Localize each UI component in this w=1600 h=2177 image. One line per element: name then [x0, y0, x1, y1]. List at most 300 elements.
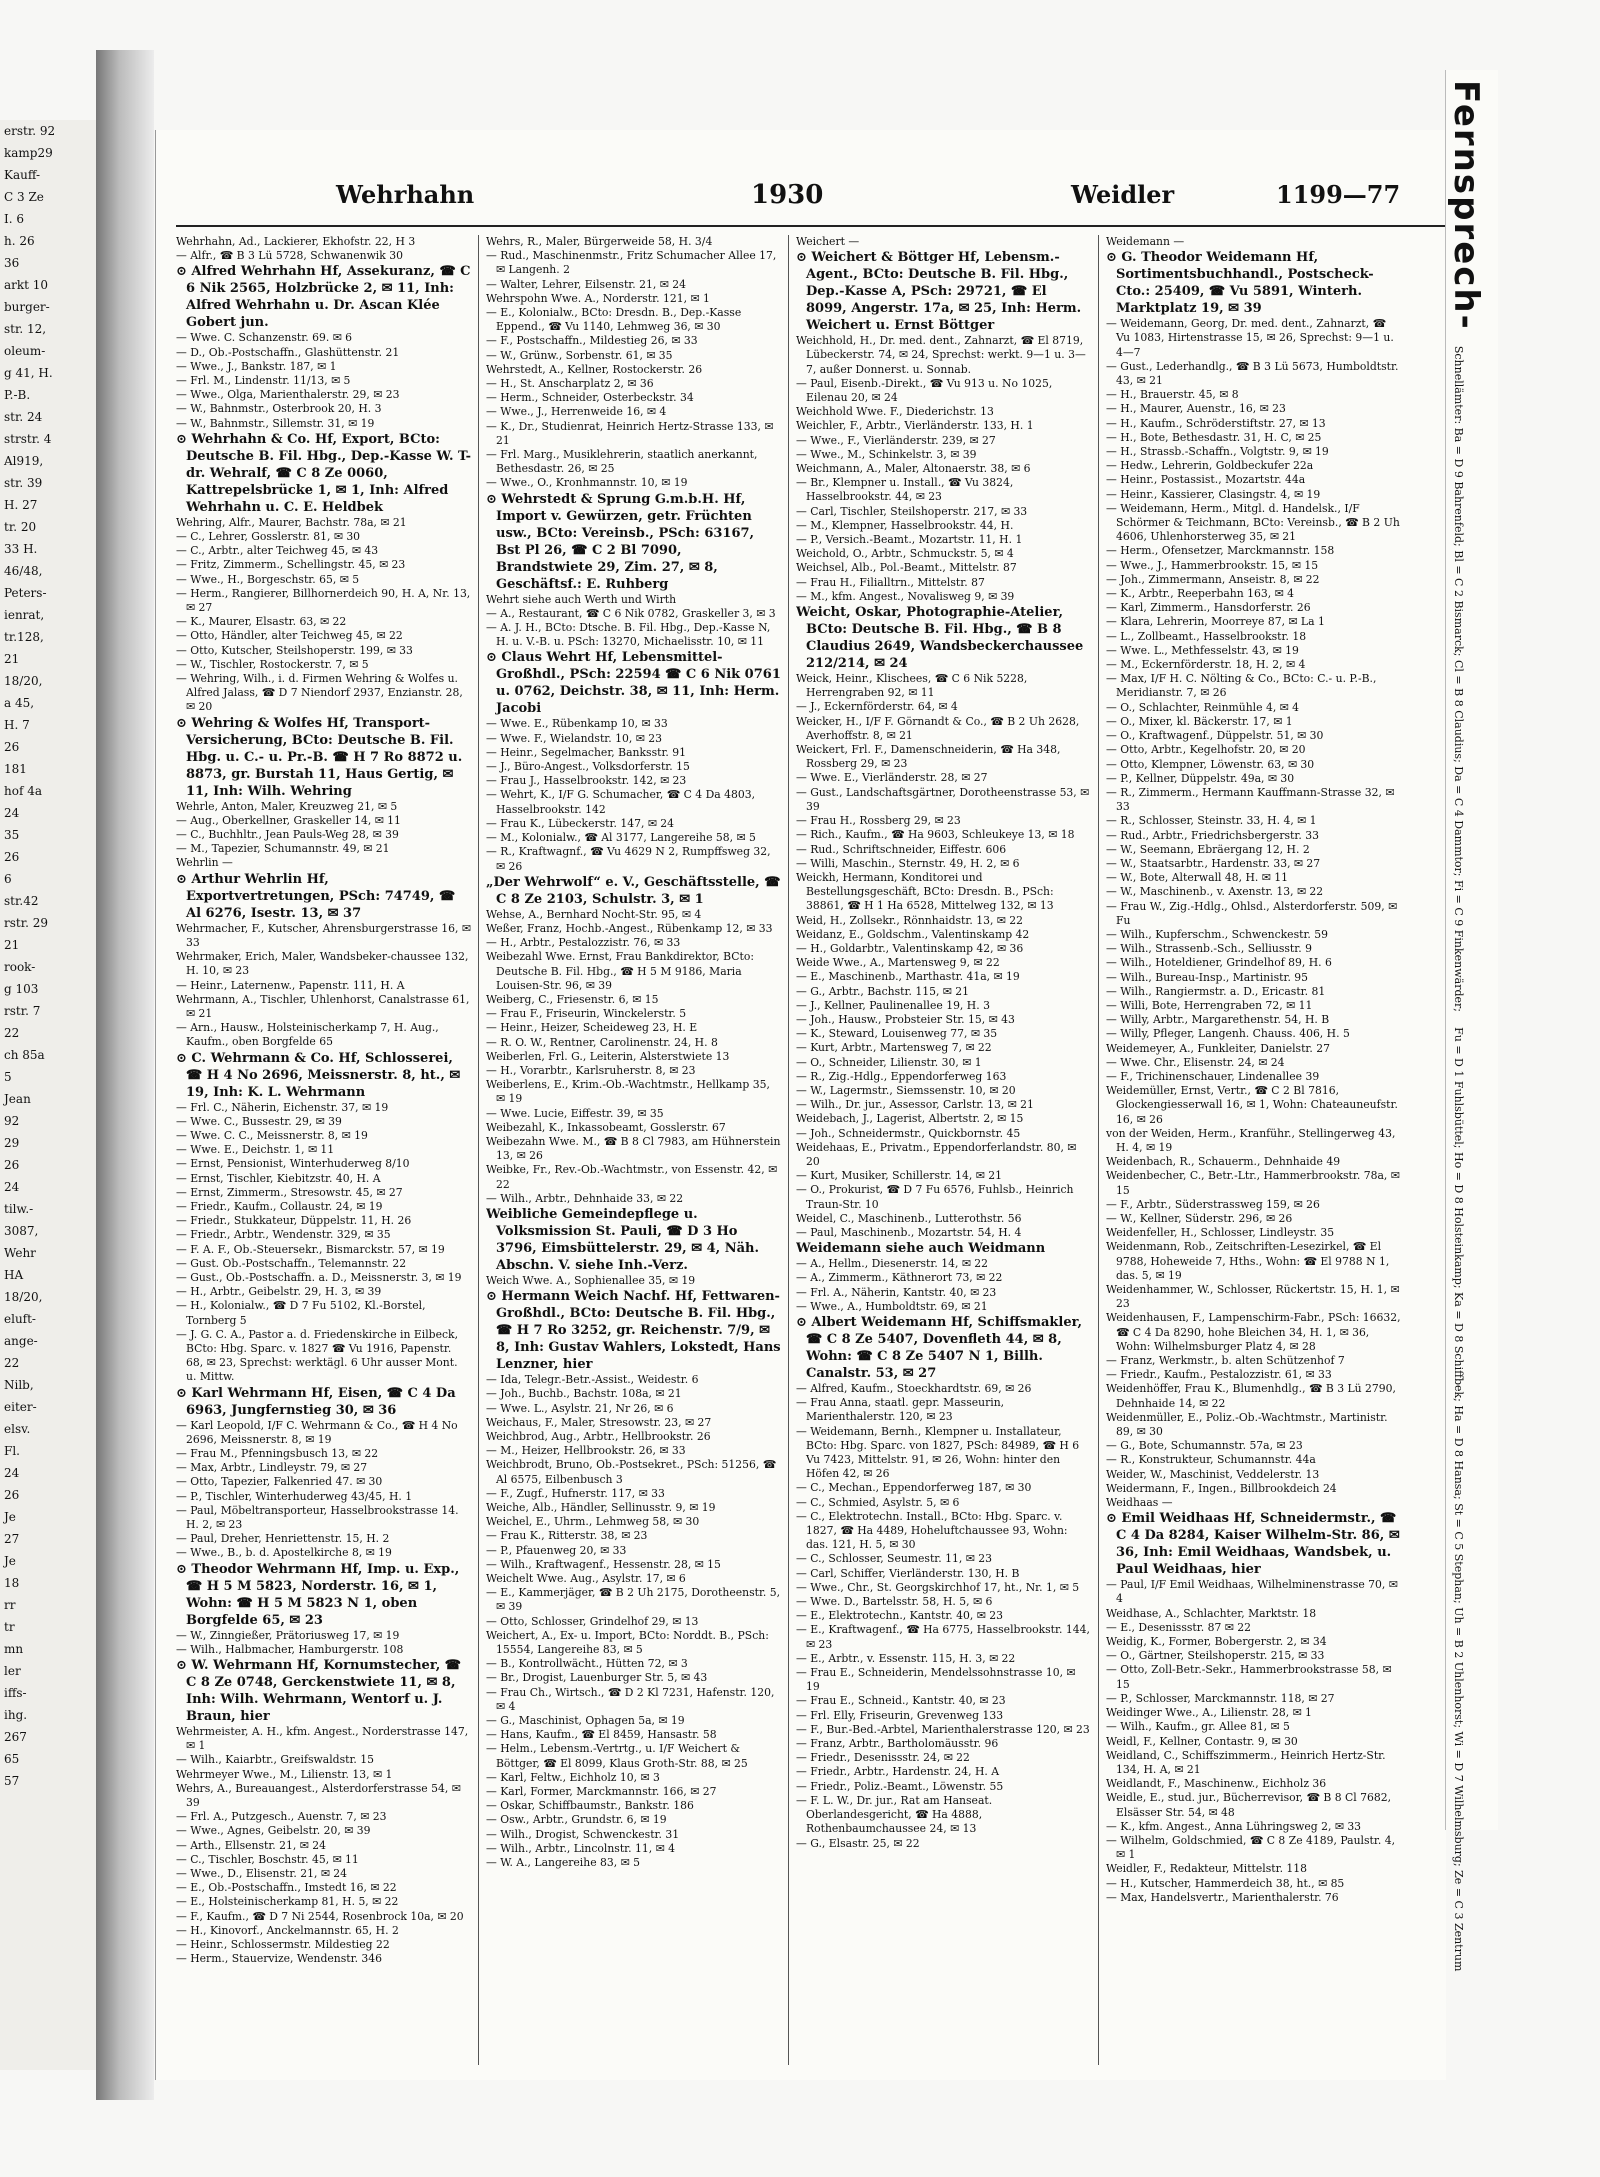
left-page-fragment: Jean [4, 1092, 31, 1106]
directory-entry: — Weidemann, Bernh., Klempner u. Installateur, BCto: Hbg. Sparc. von 1827, PSch: 84989, ☎ H 6 Vu 7423, Mittelstr. 91, ✉ 26, Wohn: hinter den Höfen 42, ✉ 26 [796, 1424, 1080, 1481]
directory-entry: — E., Kammerjäger, ☎ B 2 Uh 2175, Dorotheenstr. 5, ✉ 39 [486, 1586, 781, 1614]
directory-entry: Weichhold, H., Dr. med. dent., Zahnarzt, ☎ El 8719, Lübeckerstr. 74, ✉ 24, Sprechst: werkt. 9—1 u. 3—7, außer Donnerst. u. Sonnab. [796, 334, 1086, 376]
directory-entry: — K., Steward, Louisenweg 77, ✉ 35 [796, 1027, 998, 1041]
directory-entry: — R., Schlosser, Steinstr. 33, H. 4, ✉ 1 [1106, 814, 1317, 828]
column-divider [788, 235, 789, 2065]
directory-entry: — Weidemann, Herm., Mitgl. d. Handelsk., I/F Schörmer & Teichmann, BCto: Vereinsb., ☎ B 2 Uh 4606, Uhlenhorsterweg 35, ✉ 21 [1106, 501, 1400, 544]
running-head-year: 1930 [751, 180, 824, 210]
directory-entry: — Wilh., Bureau-Insp., Martinistr. 95 [1106, 970, 1309, 984]
directory-entry: — F., Kaufm., ☎ D 7 Ni 2544, Rosenbrock 10a, ✉ 20 [176, 1909, 464, 1923]
directory-entry: — Franz, Werkmstr., b. alten Schützenhof 7 [1106, 1354, 1345, 1368]
left-page-fragment: Wehr [4, 1246, 36, 1260]
directory-entry: — Willy, Pfleger, Langenh. Chauss. 406, H. 5 [1106, 1027, 1350, 1041]
directory-entry: — E., Elektrotechn., Kantstr. 40, ✉ 23 [796, 1609, 1003, 1623]
left-page-fragment: elsv. [4, 1422, 31, 1436]
directory-entry: — H., Bote, Bethesdastr. 31, H. C, ✉ 25 [1106, 430, 1322, 444]
directory-entry: ⊙ G. Theodor Weidemann Hf, Sortimentsbuchhandl., Postscheck-Cto.: 25409, ☎ Vu 5891, Winterh. Marktplatz 19, ✉ 39 [1106, 250, 1374, 317]
directory-entry: Wehrs, R., Maler, Bürgerweide 58, H. 3/4 [486, 235, 713, 248]
directory-entry: — Heinr., Kassierer, Clasingstr. 4, ✉ 19 [1106, 487, 1321, 501]
directory-entry: — Friedr., Kaufm., Collaustr. 24, ✉ 19 [176, 1199, 383, 1213]
directory-entry: Weidinger Wwe., A., Lilienstr. 28, ✉ 1 [1106, 1706, 1312, 1720]
left-page-fragment: rook- [4, 960, 36, 974]
left-page-fragment: 21 [4, 652, 20, 666]
left-page-fragment: g 41, H. [4, 366, 53, 380]
phone-exchange-strip [1445, 70, 1498, 1972]
directory-entry: — H., Kinovorf., Anckelmannstr. 65, H. 2 [176, 1923, 399, 1937]
directory-entry: — C., Tischler, Boschstr. 45, ✉ 11 [176, 1852, 359, 1866]
directory-entry: Wehrlin — [176, 856, 233, 870]
directory-entry: — Frl. M., Lindenstr. 11/13, ✉ 5 [176, 374, 351, 388]
left-page-fragment: burger- [4, 300, 50, 314]
directory-entry: — Wwe. E., Rübenkamp 10, ✉ 33 [486, 717, 668, 731]
directory-entry: Weider, W., Maschinist, Veddelerstr. 13 [1106, 1467, 1320, 1481]
directory-entry: — Otto, Schlosser, Grindelhof 29, ✉ 13 [486, 1614, 699, 1628]
directory-entry: — Frau H., Rossberg 29, ✉ 23 [796, 814, 961, 828]
left-page-fragment: 18 [4, 1576, 20, 1590]
left-page-fragment: 29 [4, 1136, 20, 1150]
left-page-fragment: 33 H. [4, 542, 38, 556]
directory-entry: — Friedr., Kaufm., Pestalozzistr. 61, ✉ 33 [1106, 1368, 1332, 1382]
directory-entry: — J., Kellner, Paulinenallee 19, H. 3 [796, 998, 990, 1012]
running-head [176, 180, 1426, 220]
directory-entry: — Gust., Ob.-Postschaffn. a. D., Meissnerstr. 3, ✉ 19 [176, 1270, 462, 1284]
directory-entry: — Ernst, Pensionist, Winterhuderweg 8/10 [176, 1157, 410, 1171]
directory-entry: Weichert, A., Ex- u. Import, BCto: Norddt. B., PSch: 15554, Langereihe 83, ✉ 5 [486, 1628, 769, 1657]
directory-entry: — M., kfm. Angest., Novalisweg 9, ✉ 39 [796, 589, 1015, 603]
left-page-fragment: ihg. [4, 1708, 28, 1722]
left-page-fragment: oleum- [4, 344, 46, 358]
directory-entry: — F., Bur.-Bed.-Arbtel, Marienthalerstrasse 120, ✉ 23 [796, 1722, 1090, 1736]
directory-entry: Weichaus, F., Maler, Stresowstr. 23, ✉ 27 [486, 1415, 712, 1429]
directory-entry: ⊙ Emil Weidhaas Hf, Schneidermstr., ☎ C 4 Da 8284, Kaiser Wilhelm-Str. 86, ✉ 36, Inh: Emil Weidhaas, Wandsbek, u. Paul Weidhaas, hier [1106, 1511, 1400, 1578]
left-page-fragment: Al919, [4, 454, 44, 468]
directory-entry: — Frau M., Pfenningsbusch 13, ✉ 22 [176, 1446, 379, 1460]
directory-entry: — Wilhelm, Goldschmied, ☎ C 8 Ze 4189, Paulstr. 4, ✉ 1 [1106, 1833, 1396, 1862]
directory-entry: — K., Arbtr., Reeperbahn 163, ✉ 4 [1106, 587, 1294, 601]
directory-entry: — Heinr., Schlossermstr. Mildestieg 22 [176, 1938, 390, 1952]
left-page-fragment: eiter- [4, 1400, 37, 1414]
directory-entry: Weidler, F., Redakteur, Mittelstr. 118 [1106, 1862, 1308, 1876]
directory-entry: Weich Wwe. A., Sophienallee 35, ✉ 19 [486, 1273, 696, 1287]
directory-entry: Weick, Heinr., Klischees, ☎ C 6 Nik 5228, Herrengraben 92, ✉ 11 [796, 672, 1028, 700]
directory-entry: — Heinr., Segelmacher, Banksstr. 91 [486, 745, 687, 759]
directory-entry: — W. A., Langereihe 83, ✉ 5 [486, 1856, 640, 1870]
directory-entry: von der Weiden, Herm., Kranführ., Stellingerweg 43, H. 4, ✉ 19 [1106, 1126, 1396, 1154]
directory-entry: — Wwe. L., Methfesselstr. 43, ✉ 19 [1106, 643, 1299, 657]
directory-entry: — Frau K., Lübeckerstr. 147, ✉ 24 [486, 816, 675, 830]
directory-entry: — W., Lagermstr., Siemssenstr. 10, ✉ 20 [796, 1083, 1016, 1097]
directory-entry: — R., Zig.-Hdlg., Eppendorferweg 163 [796, 1069, 1007, 1083]
directory-entry: — Gust., Lederhandlg., ☎ B 3 Lü 5673, Humboldtstr. 43, ✉ 21 [1106, 359, 1399, 388]
book-spine [96, 50, 154, 2100]
phone-exchange-legend [1446, 80, 1486, 1972]
left-page-fragment: a 45, [4, 696, 35, 710]
directory-entry: — F. A. F., Ob.-Steuersekr., Bismarckstr. 57, ✉ 19 [176, 1242, 445, 1256]
directory-entry: — Frau J., Hasselbrookstr. 142, ✉ 23 [486, 774, 687, 788]
directory-entry: — Max, Handelsvertr., Marienthalerstr. 76 [1106, 1890, 1339, 1904]
directory-entry: — Wwe. C., Bussestr. 29, ✉ 39 [176, 1114, 342, 1128]
directory-entry: Weidemann siehe auch Weidmann [796, 1241, 1046, 1257]
directory-entry: Weickh, Hermann, Konditorei und Bestellungsgeschäft, BCto: Dresdn. B., PSch: 38861, ☎ H 1 Ha 6528, Mittelweg 132, ✉ 13 [796, 870, 1054, 913]
column-3 [796, 235, 1091, 2065]
directory-entry: — P., Kellner, Düppelstr. 49a, ✉ 30 [1106, 771, 1295, 785]
directory-entry: — Carl, Schiffer, Vierländerstr. 130, H. B [796, 1566, 1020, 1580]
directory-entry: — G., Maschinist, Ophagen 5a, ✉ 19 [486, 1714, 685, 1728]
left-page-fragment: Peters- [4, 586, 47, 600]
directory-entry: — Wilh., Hoteldiener, Grindelhof 89, H. 6 [1106, 956, 1332, 970]
directory-entry: — Wilh., Kaiarbtr., Greifswaldstr. 15 [176, 1753, 375, 1767]
directory-entry: — Joh., Hausw., Probsteier Str. 15, ✉ 43 [796, 1012, 1015, 1026]
directory-entry: Weidemann — [1106, 235, 1185, 248]
directory-entry: Weidehaas, E., Privatm., Eppendorferlandstr. 80, ✉ 20 [796, 1140, 1077, 1168]
directory-entry: — Frau E., Schneiderin, Mendelssohnstrasse 10, ✉ 19 [796, 1666, 1076, 1694]
directory-entry: ⊙ Claus Wehrt Hf, Lebensmittel-Großhdl., PSch: 22594 ☎ C 6 Nik 0761 u. 0762, Deichstr. 38, ✉ 11, Inh: Herm. Jacobi [486, 650, 781, 717]
directory-entry: Weidermann, F., Ingen., Billbrookdeich 24 [1106, 1481, 1337, 1495]
directory-entry: — Friedr., Stukkateur, Düppelstr. 11, H. 26 [176, 1214, 412, 1228]
directory-entry: — K., kfm. Angest., Anna Lühringsweg 2, ✉ 33 [1106, 1819, 1362, 1833]
directory-entry: — Weidemann, Georg, Dr. med. dent., Zahnarzt, ☎ Vu 1083, Hirtenstrasse 15, ✉ 26, Sprechst: 9—1 u. 4—7 [1106, 317, 1394, 359]
directory-entry: Weide Wwe., A., Martensweg 9, ✉ 22 [796, 956, 1000, 970]
directory-entry: — Klara, Lehrerin, Moorreye 87, ✉ La 1 [1106, 615, 1325, 629]
directory-entry: Weicker, H., I/F F. Görnandt & Co., ☎ B 2 Uh 2628, Averhoffstr. 8, ✉ 21 [796, 714, 1080, 742]
directory-entry: — Friedr., Arbtr., Hardenstr. 24, H. A [796, 1765, 1000, 1779]
directory-entry: Weicht, Oskar, Photographie-Atelier, BCto: Deutsche B. Fil. Hbg., ☎ B 8 Claudius 2649, Wandsbeckerchaussee 212/214, ✉ 24 [796, 605, 1084, 672]
left-page-fragment: 22 [4, 1356, 20, 1370]
directory-entry: — O., Prokurist, ☎ D 7 Fu 6576, Fuhlsb., Heinrich Traun-Str. 10 [796, 1183, 1074, 1211]
directory-entry: Wehrspohn Wwe. A., Norderstr. 121, ✉ 1 [486, 291, 710, 305]
directory-entry: Weichler, F., Arbtr., Vierländerstr. 133, H. 1 [796, 419, 1034, 433]
directory-entry: Weichel, E., Uhrm., Lehmweg 58, ✉ 30 [486, 1515, 700, 1529]
directory-entry: — F., Arbtr., Süderstrassweg 159, ✉ 26 [1106, 1197, 1320, 1211]
directory-entry: — R., Zimmerm., Hermann Kauffmann-Strasse 32, ✉ 33 [1106, 785, 1395, 814]
directory-entry: Wehrt siehe auch Werth und Wirth [486, 592, 677, 606]
directory-entry: Weidig, K., Former, Bobergerstr. 2, ✉ 34 [1106, 1635, 1327, 1649]
left-page-fragment: Kauff- [4, 168, 40, 182]
left-page-fragment: str. 24 [4, 410, 43, 424]
directory-entry: — Alfr., ☎ B 3 Lü 5728, Schwanenwik 30 [176, 249, 403, 263]
directory-entry: — Karl, Zimmerm., Hansdorferstr. 26 [1106, 601, 1311, 615]
left-page-fragment: ienrat, [4, 608, 45, 622]
directory-entry: — Wilh., Drogist, Schwenckestr. 31 [486, 1827, 680, 1841]
directory-entry: — Wwe., J., Hammerbrookstr. 15, ✉ 15 [1106, 558, 1319, 572]
directory-entry: Wehring, Alfr., Maurer, Bachstr. 78a, ✉ 21 [176, 515, 407, 529]
directory-entry: — Willi, Maschin., Sternstr. 49, H. 2, ✉ 6 [796, 856, 1020, 870]
directory-entry: — Rud., Maschinenmstr., Fritz Schumacher Allee 17, ✉ Langenh. 2 [486, 249, 777, 277]
directory-entry: — H., Vorarbtr., Karlsruherstr. 8, ✉ 23 [486, 1063, 696, 1077]
directory-entry: — W., Bote, Alterwall 48, H. ✉ 11 [1106, 871, 1289, 885]
left-page-fragment: Je [4, 1554, 16, 1568]
directory-entry: — Wwe., F., Vierländerstr. 239, ✉ 27 [796, 433, 996, 447]
directory-entry: — W., Tischler, Rostockerstr. 7, ✉ 5 [176, 657, 369, 671]
directory-entry: — J., Büro-Angest., Volksdorferstr. 15 [486, 760, 690, 774]
directory-entry: — F., Trichinenschauer, Lindenallee 39 [1106, 1069, 1320, 1083]
left-page-fragment: tilw.- [4, 1202, 34, 1216]
directory-entry: — Ida, Telegr.-Betr.-Assist., Weidestr. 6 [486, 1373, 699, 1387]
directory-entry: — Joh., Buchb., Bachstr. 108a, ✉ 21 [486, 1387, 682, 1401]
directory-entry: — Wwe., H., Borgeschstr. 65, ✉ 5 [176, 572, 360, 586]
directory-entry: — O., Kraftwagenf., Düppelstr. 51, ✉ 30 [1106, 729, 1324, 743]
directory-entry: — Rich., Kaufm., ☎ Ha 9603, Schleukeye 13, ✉ 18 [796, 828, 1075, 842]
directory-entry: ⊙ W. Wehrmann Hf, Kornumstecher, ☎ C 8 Ze 0748, Gerckenstwiete 11, ✉ 8, Inh: Wilh. Wehrmann, Wentorf u. J. Braun, hier [176, 1658, 461, 1725]
left-page-fragment: 5 [4, 1070, 12, 1084]
directory-entry: Weidlandt, F., Maschinenw., Eichholz 36 [1106, 1777, 1327, 1791]
directory-entry: — C., Schlosser, Seumestr. 11, ✉ 23 [796, 1552, 992, 1566]
directory-entry: Weidemüller, Ernst, Vertr., ☎ C 2 Bl 7816, Glockengiesserwall 16, ✉ 1, Wohn: Chateauneufstr. 16, ✉ 26 [1106, 1084, 1398, 1126]
left-page-fragment: 18/20, [4, 1290, 43, 1304]
directory-entry: ⊙ Weichert & Böttger Hf, Lebensm.-Agent., BCto: Deutsche B. Fil. Hbg., Dep.-Kasse A, PSch: 29721, ☎ El 8099, Angerstr. 17a, ✉ 25, Inh: Herm. Weichert u. Ernst Böttger [796, 250, 1082, 334]
left-page-fragment: Je [4, 1510, 16, 1524]
left-page-fragment: 26 [4, 1488, 20, 1502]
directory-entry: — M., Tapezier, Schumannstr. 49, ✉ 21 [176, 842, 390, 856]
directory-entry: — Willi, Bote, Herrengraben 72, ✉ 11 [1106, 998, 1313, 1012]
directory-entry: — H., Arbtr., Pestalozzistr. 76, ✉ 33 [486, 936, 681, 950]
directory-entry: — Wwe. E., Deichstr. 1, ✉ 11 [176, 1143, 335, 1157]
directory-entry: — Wwe., Agnes, Geibelstr. 20, ✉ 39 [176, 1824, 371, 1838]
directory-entry: — Heinr., Laternenw., Papenstr. 111, H. A [176, 978, 405, 992]
directory-entry: — Heinr., Heizer, Scheideweg 23, H. E [486, 1021, 698, 1035]
left-page-fragment: str. 39 [4, 476, 43, 490]
left-page-fragment: 26 [4, 1158, 20, 1172]
directory-entry: — Herm., Rangierer, Billhornerdeich 90, H. A, Nr. 13, ✉ 27 [176, 586, 471, 615]
directory-entry: — Wilh., Halbmacher, Hamburgerstr. 108 [176, 1642, 404, 1656]
directory-entry: Weichbrodt, Bruno, Ob.-Postsekret., PSch: 51256, ☎ Al 6575, Eilbenbusch 3 [486, 1458, 777, 1486]
left-page-fragment: I. 6 [4, 212, 25, 226]
left-page-fragment: P.-B. [4, 388, 31, 402]
left-page-fragment: 22 [4, 1026, 20, 1040]
directory-entry: — B., Kontrollwächt., Hütten 72, ✉ 3 [486, 1657, 688, 1671]
directory-page [155, 130, 1446, 2080]
directory-entry: — Friedr., Desenissstr. 24, ✉ 22 [796, 1751, 970, 1765]
side-legend-line-1: Schnellämter: Ba = D 9 Bahrenfeld; Bl = C 2 Bismarck; Cl = B 8 Claudius; Da = C 4 Dammtor; Fi = C 9 Finkenwärder; [1452, 345, 1465, 1013]
directory-entry: ⊙ Arthur Wehrlin Hf, Exportvertretungen, PSch: 74749, ☎ Al 6276, Isestr. 13, ✉ 37 [176, 871, 456, 921]
directory-entry: Weid, H., Zollsekr., Rönnhaidstr. 13, ✉ 22 [796, 913, 1024, 927]
left-page-fragment: 21 [4, 938, 20, 952]
directory-entry: — Herm., Stauervize, Wendenstr. 346 [176, 1952, 383, 1966]
directory-entry: — W., Bahnmstr., Osterbrook 20, H. 3 [176, 402, 382, 416]
header-rule [176, 225, 1446, 227]
directory-entry: — Paul, Maschinenb., Mozartstr. 54, H. 4 [796, 1225, 1022, 1239]
directory-entry: — Arth., Ellsenstr. 21, ✉ 24 [176, 1838, 326, 1852]
directory-entry: — C., Schmied, Asylstr. 5, ✉ 6 [796, 1495, 960, 1509]
directory-entry: ⊙ Hermann Weich Nachf. Hf, Fettwaren-Großhdl., BCto: Deutsche B. Fil. Hbg., ☎ H 7 Ro 3252, gr. Reichenstr. 7/9, ✉ 8, Inh: Gustav Wahlers, Lokstedt, Hans Lenzner, hier [486, 1289, 781, 1373]
directory-entry: Weiche, Alb., Händler, Sellinusstr. 9, ✉ 19 [486, 1501, 716, 1514]
directory-entry: Weiberlens, E., Krim.-Ob.-Wachtmstr., Hellkamp 35, ✉ 19 [486, 1078, 770, 1106]
directory-entry: — Otto, Kutscher, Steilshoperstr. 199, ✉ 33 [176, 643, 413, 657]
directory-entry: Weidle, E., stud. jur., Bücherrevisor, ☎ B 8 Cl 7682, Elsässer Str. 54, ✉ 48 [1106, 1791, 1392, 1819]
directory-entry: — E., Ob.-Postschaffn., Imstedt 16, ✉ 22 [176, 1881, 397, 1895]
directory-entry: — Gust., Landschaftsgärtner, Dorotheenstrasse 53, ✉ 39 [796, 785, 1090, 813]
left-page-fragment: HA [4, 1268, 24, 1282]
directory-entry: — O., Schlachter, Reinmühle 4, ✉ 4 [1106, 700, 1300, 714]
directory-entry: — Wwe. E., Vierländerstr. 28, ✉ 27 [796, 771, 988, 785]
directory-entry: — O., Gärtner, Steilshoperstr. 215, ✉ 33 [1106, 1649, 1325, 1663]
left-page-fragment: 26 [4, 740, 20, 754]
directory-entry: Weichelt Wwe. Aug., Asylstr. 17, ✉ 6 [486, 1572, 686, 1586]
directory-entry: Wehrmann, A., Tischler, Uhlenhorst, Canalstrasse 61, ✉ 21 [176, 992, 470, 1020]
directory-entry: — P., Schlosser, Marckmannstr. 118, ✉ 27 [1106, 1691, 1335, 1705]
left-page-fragment: 6 [4, 872, 12, 886]
directory-entry: — Frau E., Schneid., Kantstr. 40, ✉ 23 [796, 1694, 1006, 1708]
directory-entry: — Herm., Schneider, Osterbeckstr. 34 [486, 391, 694, 405]
left-page-fragment: eluft- [4, 1312, 36, 1326]
directory-entry: Weidel, C., Maschinenb., Lutterothstr. 56 [796, 1211, 1022, 1225]
directory-entry: — Wwe. C. C., Meissnerstr. 8, ✉ 19 [176, 1128, 368, 1142]
directory-entry: — Friedr., Poliz.-Beamt., Löwenstr. 55 [796, 1779, 1004, 1793]
directory-entry: — Joh., Zimmermann, Anseistr. 8, ✉ 22 [1106, 572, 1320, 586]
directory-entry: — Paul, Dreher, Henriettenstr. 15, H. 2 [176, 1532, 390, 1546]
directory-entry: — O., Schneider, Lilienstr. 30, ✉ 1 [796, 1055, 982, 1069]
directory-entry: — W., Staatsarbtr., Hardenstr. 33, ✉ 27 [1106, 856, 1321, 870]
side-legend-line-2: Fu = D 1 Fuhlsbüttel; Ho = D 8 Holsteinkamp; Ka = D 8 Schiffbek; Ha = D 8 Hansa; St = C 5 Stephan; Uh = B 2 Uhlenhorst; Wi = D 7 Wilhelmsburg; Ze = C 3 Zentrum [1452, 1027, 1465, 1972]
directory-entry: — C., Buchhltr., Jean Pauls-Weg 28, ✉ 39 [176, 828, 399, 842]
directory-entry: — A., Zimmerm., Käthnerort 73, ✉ 22 [796, 1271, 1003, 1285]
directory-entry: Weidenbecher, C., Betr.-Ltr., Hammerbrookstr. 78a, ✉ 15 [1106, 1169, 1400, 1197]
directory-entry: — F., Postschaffn., Mildestieg 26, ✉ 33 [486, 334, 698, 348]
directory-entry: — Heinr., Postassist., Mozartstr. 44a [1106, 473, 1306, 487]
page-number: 1199—77 [1276, 180, 1401, 209]
directory-entry: — Willy, Arbtr., Margarethenstr. 54, H. B [1106, 1013, 1330, 1027]
directory-entry: — Karl Leopold, I/F C. Wehrmann & Co., ☎ H 4 No 2696, Meissnerstr. 8, ✉ 19 [176, 1418, 458, 1446]
directory-entry: Weichold, O., Arbtr., Schmuckstr. 5, ✉ 4 [796, 547, 1014, 561]
directory-entry: Wehrhahn, Ad., Lackierer, Ekhofstr. 22, H 3 [176, 235, 416, 248]
directory-entry: — W., Seemann, Ebräergang 12, H. 2 [1106, 842, 1310, 856]
directory-entry: Weidhaas — [1106, 1496, 1173, 1510]
left-page-fragment: rstr. 7 [4, 1004, 41, 1018]
directory-entry: ⊙ Wehrhahn & Co. Hf, Export, BCto: Deutsche B. Fil. Hbg., Dep.-Kasse W. T-dr. Wehralf, ☎ C 8 Ze 0060, Kattrepelsbrücke 1, ✉ 1, Inh: Alfred Wehrhahn u. C. E. Heldbek [176, 431, 471, 515]
directory-entry: — Max, I/F H. C. Nölting & Co., BCto: C.- u. P.-B., Meridianstr. 7, ✉ 26 [1106, 672, 1377, 700]
column-divider [478, 235, 479, 2065]
directory-entry: — Osw., Arbtr., Grundstr. 6, ✉ 19 [486, 1813, 667, 1827]
directory-entry: — J., Eckernförderstr. 64, ✉ 4 [796, 700, 958, 714]
directory-entry: — Otto, Zoll-Betr.-Sekr., Hammerbrookstrasse 58, ✉ 15 [1106, 1663, 1392, 1691]
directory-entry: — Wilh., Kraftwagenf., Hessenstr. 28, ✉ 15 [486, 1557, 721, 1571]
directory-entry: — Helm., Lebensm.-Vertrtg., u. I/F Weichert & Böttger, ☎ El 8099, Klaus Groth-Str. 88, ✉ 25 [486, 1742, 748, 1770]
directory-entry: — Frl. Marg., Musiklehrerin, staatlich anerkannt, Bethesdastr. 26, ✉ 25 [486, 448, 758, 476]
directory-entry: — Otto, Tapezier, Falkenried 47. ✉ 30 [176, 1475, 383, 1489]
running-head-right: Weidler [1071, 180, 1175, 209]
directory-entry: — C., Mechan., Eppendorferweg 187, ✉ 30 [796, 1481, 1032, 1495]
directory-entry: — P., Pfauenweg 20, ✉ 33 [486, 1543, 627, 1557]
directory-entry: — Otto, Händler, alter Teichweg 45, ✉ 22 [176, 629, 403, 643]
directory-entry: — Wilh., Kupferschm., Schwenckestr. 59 [1106, 927, 1329, 941]
left-page-fragment: rr [4, 1598, 16, 1612]
directory-entry: Wehrstedt, A., Kellner, Rostockerstr. 26 [486, 362, 703, 376]
directory-entry: Weidanz, E., Goldschm., Valentinskamp 42 [796, 927, 1030, 941]
directory-entry: Weichmann, A., Maler, Altonaerstr. 38, ✉ 6 [796, 462, 1031, 476]
column-4 [1106, 235, 1401, 2065]
directory-entry: — Wilh., Dr. jur., Assessor, Carlstr. 13, ✉ 21 [796, 1098, 1034, 1112]
directory-entry: — Br., Klempner u. Install., ☎ Vu 3824, Hasselbrookstr. 44, ✉ 23 [796, 476, 1014, 504]
directory-entry: — Frau Ch., Wirtsch., ☎ D 2 Kl 7231, Hafenstr. 120, ✉ 4 [486, 1685, 775, 1713]
directory-entry: — Karl, Former, Marckmannstr. 166, ✉ 27 [486, 1785, 717, 1799]
directory-entry: Weichhold Wwe. F., Diederichstr. 13 [796, 405, 994, 419]
directory-entry: — O., Mixer, kl. Bäckerstr. 17, ✉ 1 [1106, 714, 1293, 728]
directory-entry: — J. G. C. A., Pastor a. d. Friedenskirche in Eilbeck, BCto: Hbg. Sparc. v. 1827 ☎ Vu 1916, Papenstr. 68, ✉ 23, Sprechst: werktägl. 6 Uhr ausser Mont. u. Mittw. [176, 1327, 459, 1384]
left-page-fragment: ange- [4, 1334, 38, 1348]
directory-entry: — Ernst, Zimmerm., Stresowstr. 45, ✉ 27 [176, 1185, 403, 1199]
directory-entry: Weibezahl Wwe. Ernst, Frau Bankdirektor, BCto: Deutsche B. Fil. Hbg., ☎ H 5 M 9186, Maria Louisen-Str. 96, ✉ 39 [486, 950, 755, 992]
directory-entry: — H., Kolonialw., ☎ D 7 Fu 5102, Kl.-Borstel, Tornberg 5 [176, 1299, 426, 1327]
directory-entry: — Wwe., O., Kronhmannstr. 10, ✉ 19 [486, 476, 688, 490]
directory-entry: — W., Kellner, Süderstr. 296, ✉ 26 [1106, 1212, 1293, 1225]
directory-entry: — Wwe. L., Asylstr. 21, Nr 26, ✉ 6 [486, 1401, 674, 1415]
directory-entry: — Wilh., Arbtr., Lincolnstr. 11, ✉ 4 [486, 1841, 675, 1855]
directory-entry: — G., Bote, Schumannstr. 57a, ✉ 23 [1106, 1439, 1303, 1453]
directory-entry: — Wwe., J., Herrenweide 16, ✉ 4 [486, 405, 667, 419]
directory-entry: — M., Kolonialw., ☎ Al 3177, Langereihe 58, ✉ 5 [486, 831, 756, 845]
left-page-fragment: str.42 [4, 894, 39, 908]
directory-entry: — M., Eckernförderstr. 18, H. 2, ✉ 4 [1106, 658, 1306, 672]
directory-entry: — Hedw., Lehrerin, Goldbeckufer 22a [1106, 459, 1314, 473]
directory-entry: Weichert — [796, 235, 860, 248]
directory-entry: — Wilh., Strassenb.-Sch., Selliusstr. 9 [1106, 942, 1312, 956]
left-page-fragment: str. 12, [4, 322, 47, 336]
directory-entry: — Wwe., J., Bankstr. 187, ✉ 1 [176, 359, 337, 373]
left-page-fragment: 18/20, [4, 674, 43, 688]
directory-entry: — P., Tischler, Winterhuderweg 43/45, H. 1 [176, 1489, 413, 1503]
directory-entry: — H., Kutscher, Hammerdeich 38, ht., ✉ 85 [1106, 1876, 1345, 1890]
left-page-fragment: 3087, [4, 1224, 39, 1238]
left-page-fragment: arkt 10 [4, 278, 49, 292]
left-page-fragment: tr.128, [4, 630, 44, 644]
directory-entry: — E., Kraftwagenf., ☎ Ha 6775, Hasselbrookstr. 144, ✉ 23 [796, 1623, 1090, 1651]
directory-entry: — Frl. A., Näherin, Kantstr. 40, ✉ 23 [796, 1285, 997, 1299]
directory-entry: Weidland, C., Schiffszimmerm., Heinrich Hertz-Str. 134, H. A, ✉ 21 [1106, 1748, 1386, 1776]
directory-entry: — Wwe., Chr., St. Georgskirchhof 17, ht., Nr. 1, ✉ 5 [796, 1580, 1080, 1594]
directory-entry: — G., Elsastr. 25, ✉ 22 [796, 1836, 920, 1850]
directory-entry: — H., St. Anscharplatz 2, ✉ 36 [486, 377, 654, 391]
directory-entry: — Otto, Klempner, Löwenstr. 63, ✉ 30 [1106, 757, 1315, 771]
directory-entry: — Paul, I/F Emil Weidhaas, Wilhelminenstrasse 70, ✉ 4 [1106, 1578, 1398, 1606]
directory-entry: — Frau K., Ritterstr. 38, ✉ 23 [486, 1529, 648, 1543]
left-page-fragment: mn [4, 1642, 24, 1656]
directory-entry: — R. O. W., Rentner, Carolinenstr. 24, H. 8 [486, 1035, 718, 1049]
directory-entry: Weichsel, Alb., Pol.-Beamt., Mittelstr. 87 [796, 561, 1017, 575]
left-page-fragment: ch 85a [4, 1048, 45, 1062]
column-divider [1098, 235, 1099, 2065]
directory-entry: — Rud., Schriftschneider, Eiffestr. 606 [796, 842, 1007, 856]
directory-entry: Wehrmeister, A. H., kfm. Angest., Norderstrasse 147, ✉ 1 [176, 1725, 469, 1753]
directory-entry: — Max, Arbtr., Lindleystr. 79, ✉ 27 [176, 1461, 368, 1475]
left-page-fragment: erstr. 92 [4, 124, 56, 138]
directory-entry: — Wwe., Olga, Marienthalerstr. 29, ✉ 23 [176, 388, 400, 402]
left-page-fragment: 267 [4, 1730, 27, 1744]
directory-entry: Weidenbach, R., Schauerm., Dehnhaide 49 [1106, 1155, 1341, 1169]
left-page-fragment: h. 26 [4, 234, 35, 248]
left-page-edge [0, 120, 98, 2070]
directory-entry: — Carl, Tischler, Steilshoperstr. 217, ✉ 33 [796, 504, 1028, 518]
directory-entry: — H., Strassb.-Schaffn., Volgtstr. 9, ✉ 19 [1106, 445, 1329, 459]
directory-entry: Weßer, Franz, Hochb.-Angest., Rübenkamp 12, ✉ 33 [486, 921, 773, 935]
directory-entry: — R., Kraftwagnf., ☎ Vu 4629 N 2, Rumpffsweg 32, ✉ 26 [486, 845, 771, 873]
left-page-fragment: 24 [4, 1180, 20, 1194]
directory-entry: Weibke, Fr., Rev.-Ob.-Wachtmstr., von Essenstr. 42, ✉ 22 [486, 1163, 778, 1191]
directory-entry: — Otto, Arbtr., Kegelhofstr. 20, ✉ 20 [1106, 743, 1306, 757]
left-page-fragment: 36 [4, 256, 20, 270]
column-2 [486, 235, 781, 2065]
left-page-fragment: g 103 [4, 982, 39, 996]
left-page-fragment: Fl. [4, 1444, 20, 1458]
directory-entry: — Wwe. Chr., Elisenstr. 24, ✉ 24 [1106, 1055, 1285, 1069]
directory-entry: Weidl, F., Kellner, Contastr. 9, ✉ 30 [1106, 1734, 1298, 1748]
running-head-left: Wehrhahn [336, 180, 475, 209]
directory-entry: — Kurt, Musiker, Schillerstr. 14, ✉ 21 [796, 1169, 1002, 1183]
directory-entry: — Gust. Ob.-Postschaffn., Telemannstr. 22 [176, 1256, 407, 1270]
directory-entry: — W., Maschinenb., v. Axenstr. 13, ✉ 22 [1106, 885, 1324, 899]
left-page-fragment: 27 [4, 1532, 20, 1546]
directory-entry: ⊙ Karl Wehrmann Hf, Eisen, ☎ C 4 Da 6963, Jungfernstieg 30, ✉ 36 [176, 1385, 456, 1418]
left-page-fragment: 181 [4, 762, 27, 776]
